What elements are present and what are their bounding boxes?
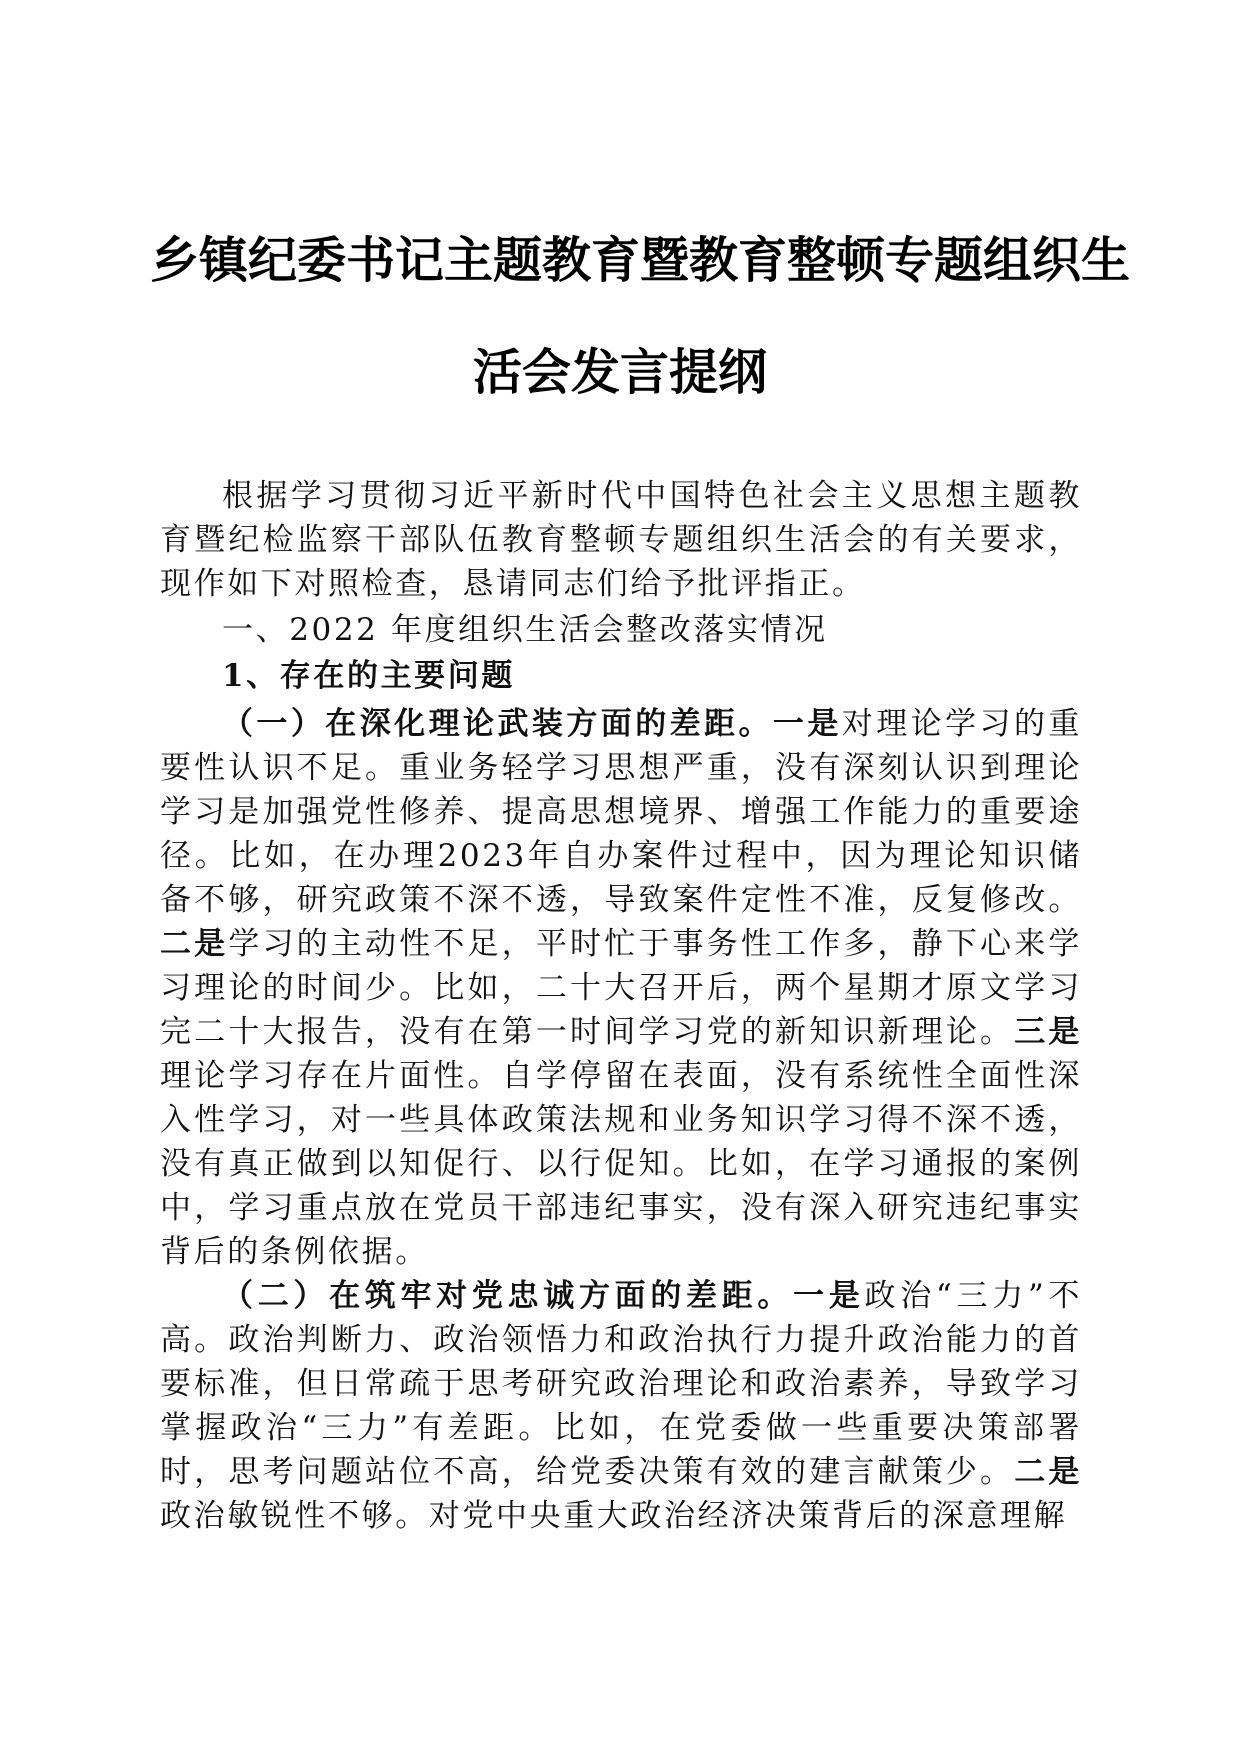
point-text: 政治敏锐性不够。对党中央重大政治经济决策背后的深意理解 [160, 1498, 1068, 1534]
point-label: 一是 [772, 706, 842, 742]
document-body [160, 474, 1082, 1538]
paragraph-theory [160, 702, 1082, 1274]
intro-paragraph: 根据学习贯彻习近平新时代中国特色社会主义思想主题教育暨纪检监察干部队伍教育整顿专题组织生活会的有关要求，现作如下对照检查，恳请同志们给予批评指正。 [160, 478, 1082, 602]
document-title-line-2: 活会发言提纲 [472, 343, 767, 401]
point-label: 二是 [1014, 1454, 1083, 1490]
point-label: 二是 [160, 926, 229, 962]
document-title-line-1: 乡镇纪委书记主题教育暨教育整顿专题组织生 [150, 231, 1131, 289]
point-label: 三是 [1014, 1014, 1083, 1050]
section-heading: 一、2022 年度组织生活会整改落实情况 [222, 612, 828, 648]
point-label: 一是 [793, 1278, 865, 1314]
paragraph-heading: （二）在筑牢对党忠诚方面的差距。 [222, 1278, 794, 1314]
point-text: 政治“三力”不高。政治判断力、政治领悟力和政治执行力提升政治能力的首要标准，但日常疏于思考研究政治理论和政治素养，导致学习掌握政治“三力”有差距。比如，在党委做一些重要决策部署时，思考问题站位不高，给党委决策有效的建言献策少。 [160, 1278, 1082, 1490]
paragraph-heading: （一）在深化理论武装方面的差距。 [222, 706, 773, 742]
subsection-heading: 1、存在的主要问题 [222, 658, 515, 694]
paragraph-loyalty [160, 1274, 1082, 1538]
point-text: 理论学习存在片面性。自学停留在表面，没有系统性全面性深入性学习，对一些具体政策法规和业务知识学习得不深不透，没有真正做到以知促行、以行促知。比如，在学习通报的案例中，学习重点放在党员干部违纪事实，没有深入研究违纪事实背后的条例依据。 [160, 1058, 1082, 1270]
point-text: 学习的主动性不足，平时忙于事务性工作多，静下心来学习理论的时间少。比如，二十大召开后，两个星期才原文学习完二十大报告，没有在第一时间学习党的新知识新理论。 [160, 926, 1082, 1050]
point-text: 对理论学习的重要性认识不足。重业务轻学习思想严重，没有深刻认识到理论学习是加强党性修养、提高思想境界、增强工作能力的重要途径。比如，在办理2023年自办案件过程中，因为理论知识储备不够，研究政策不深不透，导致案件定性不准，反复修改。 [160, 706, 1082, 918]
